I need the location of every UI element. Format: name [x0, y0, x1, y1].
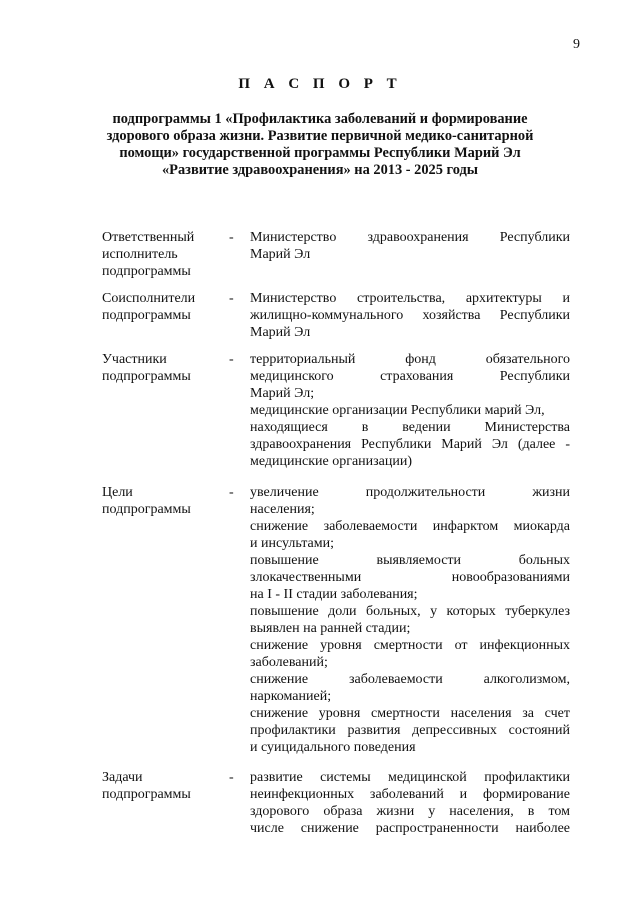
document-subtitle [90, 111, 550, 179]
page-number: 9 [573, 37, 580, 52]
row-label [102, 769, 222, 803]
row-content-line: медицинского страхования Республики [250, 369, 570, 384]
subtitle-line: здорового образа жизни. Развитие первичной медико-санитарной [106, 128, 534, 144]
row-content-line: Министерство строительства, архитектуры и [250, 291, 570, 306]
row-content-line: и суицидального поведения [250, 740, 416, 755]
row-content-line: Марий Эл [250, 325, 311, 340]
row-content-line: находящиеся в ведении Министерства [250, 420, 570, 435]
row-content-line: Марий Эл; [250, 386, 315, 401]
row-content-line: профилактики развития депрессивных состояний [250, 723, 570, 738]
row-content-line: повышение выявляемости больных [250, 553, 570, 568]
row-content-line: снижение заболеваемости алкоголизмом, [250, 672, 570, 687]
row-label-line: Задачи [102, 770, 143, 785]
row-content-line: числе снижение распространенности наиболее [250, 821, 570, 836]
row-dash: - [229, 485, 234, 500]
row-label [102, 351, 222, 385]
row-content-line: заболеваний; [250, 655, 328, 670]
row-content-line: неинфекционных заболеваний и формирование [250, 787, 570, 802]
row-content-line: жилищно-коммунального хозяйства Республики [250, 308, 570, 323]
row-content-line: на I - II стадии заболевания; [250, 587, 418, 602]
row-dash: - [229, 291, 234, 306]
row-content-line: наркоманией; [250, 689, 332, 704]
subtitle-line: «Развитие здравоохранения» на 2013 - 2025 годы [161, 162, 479, 178]
row-content-line: Марий Эл [250, 247, 311, 262]
row-content-line: медицинские организации) [250, 454, 413, 469]
row-label-line: Ответственный [102, 230, 195, 245]
row-dash: - [229, 230, 234, 245]
row-label-line: подпрограммы [102, 264, 191, 279]
row-content-line: здравоохранения Республики Марий Эл (далее - [250, 437, 570, 452]
row-content-line: увеличение продолжительности жизни [250, 485, 570, 500]
row-label-line: подпрограммы [102, 502, 191, 517]
row-dash: - [229, 770, 234, 785]
row-content-line: и инсультами; [250, 536, 334, 551]
row-label-line: Участники [102, 352, 167, 367]
row-content-line: развитие системы медицинской профилактики [250, 770, 570, 785]
row-content-line: повышение доли больных, у которых туберкулез [250, 604, 570, 619]
row-label [102, 484, 222, 518]
row-content [250, 290, 570, 341]
row-content [250, 484, 570, 756]
row-label-line: подпрограммы [102, 308, 191, 323]
subtitle-line: помощи» государственной программы Республики Марий Эл [119, 145, 521, 161]
row-label-line: подпрограммы [102, 787, 191, 802]
row-label-line: Цели [102, 485, 133, 500]
row-content-line: снижение заболеваемости инфарктом миокарда [250, 519, 570, 534]
row-content-line: снижение уровня смертности населения за счет [250, 706, 570, 721]
row-content-line: снижение уровня смертности от инфекционных [250, 638, 570, 653]
row-label [102, 229, 222, 280]
row-content-line: медицинские организации Республики марий Эл, [250, 403, 545, 418]
row-content-line: выявлен на ранней стадии; [250, 621, 411, 636]
row-label [102, 290, 222, 324]
row-content-line: территориальный фонд обязательного [250, 352, 570, 367]
row-content-line: Министерство здравоохранения Республики [250, 230, 570, 245]
row-label-line: Соисполнители [102, 291, 196, 306]
row-content-line: злокачественными новообразованиями [250, 570, 570, 585]
row-label-line: исполнитель [102, 247, 178, 262]
document-title: П А С П О Р Т [238, 76, 402, 92]
row-content-line: населения; [250, 502, 315, 517]
row-content [250, 351, 570, 470]
subtitle-line: подпрограммы 1 «Профилактика заболеваний и формирование [112, 111, 528, 127]
row-label-line: подпрограммы [102, 369, 191, 384]
row-content-line: здорового образа жизни у населения, в том [250, 804, 570, 819]
row-content [250, 229, 570, 263]
row-content [250, 769, 570, 837]
row-dash: - [229, 352, 234, 367]
